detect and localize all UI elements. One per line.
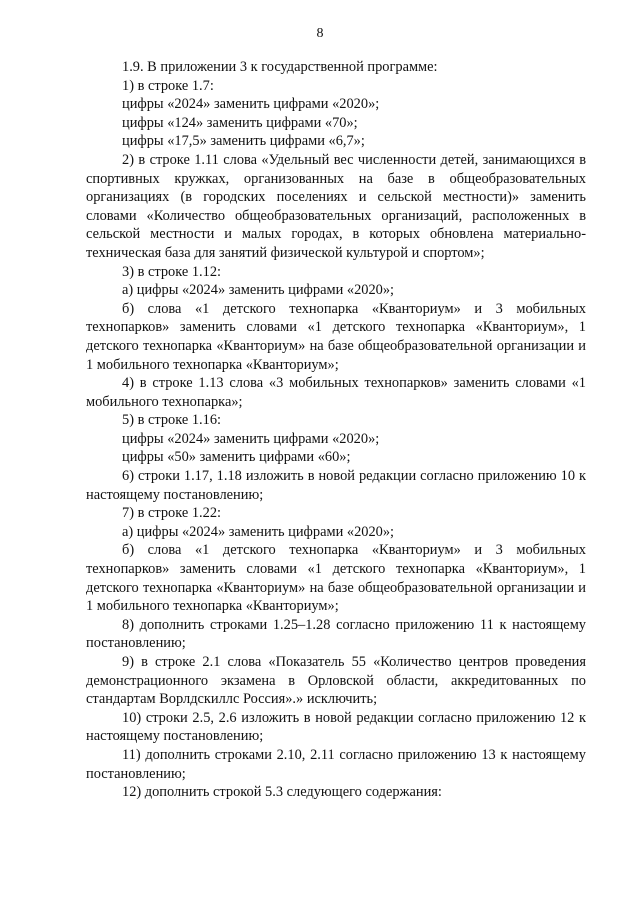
item-6-rows-1-17-1-18: 6) строки 1.17, 1.18 изложить в новой редакции согласно приложению 10 к настоящему постановлению; [86, 468, 586, 503]
item-8-rows-1-25-1-28: 8) дополнить строками 1.25–1.28 согласно приложению 11 к настоящему постановлению; [86, 616, 586, 652]
item-4-row-1-13: 4) в строке 1.13 слова «3 мобильных технопарков» заменить словами «1 мобильного технопарка»; [86, 375, 586, 410]
item-7-row-1-22: 7) в строке 1.22: [122, 505, 222, 522]
paragraph-1-9-heading: 1.9. В приложении 3 к государственной программе: [122, 59, 438, 75]
item-1-change-3: цифры «17,5» заменить цифрами «6,7»; [122, 133, 365, 150]
item-3-sub-a: а) цифры «2024» заменить цифрами «2020»; [122, 282, 395, 299]
item-1-row-1-7: 1) в строке 1.7: [122, 77, 214, 94]
item-7-sub-a: а) цифры «2024» заменить цифрами «2020»; [122, 523, 395, 540]
item-9-row-2-1: 9) в строке 2.1 слова «Показатель 55 «Количество центров проведения демонстрационного экзамена в Орловской области, аккредитованных по стандартам Ворлдскиллс Россия».» исключить; [86, 654, 586, 708]
item-10-rows-2-5-2-6: 10) строки 2.5, 2.6 изложить в новой редакции согласно приложению 12 к настоящему постановлению; [86, 709, 586, 745]
item-1-change-2: цифры «124» заменить цифрами «70»; [122, 114, 358, 131]
item-5-change-2: цифры «50» заменить цифрами «60»; [122, 449, 351, 466]
item-2-row-1-11: 2) в строке 1.11 слова «Удельный вес численности детей, занимающихся в спортивных кружках, организованных на базе в общеобразовательных организациях (в городских поселениях и сельской местности)» заменить словами «Количество общеобразовательных организаций, расположенных в сельской местности и малых городах, в которых обновлена материально-техническая база для занятий физической культурой и спортом»; [86, 151, 586, 261]
page-number: 8 [316, 26, 324, 41]
item-5-change-1: цифры «2024» заменить цифрами «2020»; [122, 430, 380, 447]
item-7-sub-b: б) слова «1 детского технопарка «Кванториум» и 3 мобильных технопарков» заменить словами «1 детского технопарка «Кванториум», 1 детского технопарка «Кванториум» на базе общеобразовательной организации и 1 мобильного технопарка «Кванториум»; [86, 542, 586, 615]
item-12-row-5-3: 12) дополнить строкой 5.3 следующего содержания: [122, 784, 442, 801]
item-1-change-1: цифры «2024» заменить цифрами «2020»; [122, 96, 380, 113]
item-11-rows-2-10-2-11: 11) дополнить строками 2.10, 2.11 согласно приложению 13 к настоящему постановлению; [86, 746, 586, 782]
item-3-sub-b: б) слова «1 детского технопарка «Кванториум» и 3 мобильных технопарков» заменить словами «1 детского технопарка «Кванториум», 1 детского технопарка «Кванториум» на базе общеобразовательной организации и 1 мобильного технопарка «Кванториум»; [86, 300, 586, 373]
item-3-row-1-12: 3) в строке 1.12: [122, 263, 222, 280]
item-5-row-1-16: 5) в строке 1.16: [122, 412, 222, 429]
document-body [86, 58, 586, 802]
